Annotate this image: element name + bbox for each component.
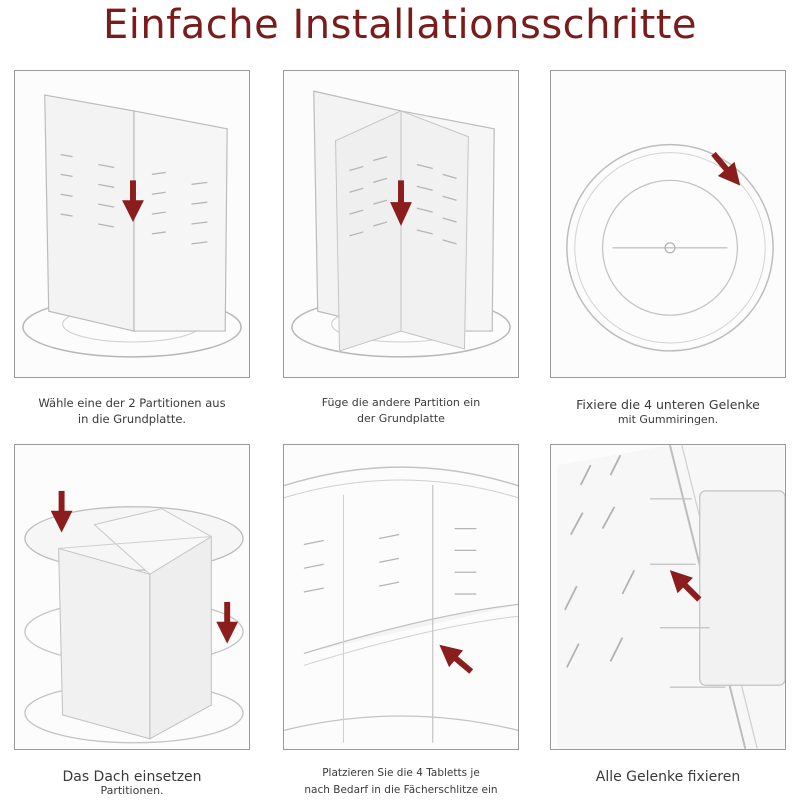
step-1-caption: Wähle eine der 2 Partitionen aus in die Grundplatte.: [38, 396, 226, 426]
up-arrow-icon: [432, 636, 478, 679]
step-2-image: [283, 70, 519, 378]
step-3-caption: Fixiere die 4 unteren Gelenke mit Gummiringen.: [576, 397, 760, 426]
step-6-caption: Alle Gelenke fixieren: [595, 769, 741, 785]
step-2-caption: Füge die andere Partition ein der Grundplatte: [321, 396, 481, 425]
step-4-image: [14, 444, 250, 750]
step-5-caption: Platzieren Sie die 4 Tabletts je nach Bedarf in die Fächerschlitze ein: [304, 767, 498, 796]
step-6-image: [550, 444, 786, 750]
step-4-caption: Das Dach einsetzen Partitionen.: [62, 769, 202, 797]
step-3-image: [550, 70, 786, 378]
down-arrow-icon: [216, 602, 238, 644]
page-title: Einfache Installationsschritte: [102, 2, 698, 48]
step-5-image: [283, 444, 519, 750]
step-1-image: [14, 70, 250, 378]
